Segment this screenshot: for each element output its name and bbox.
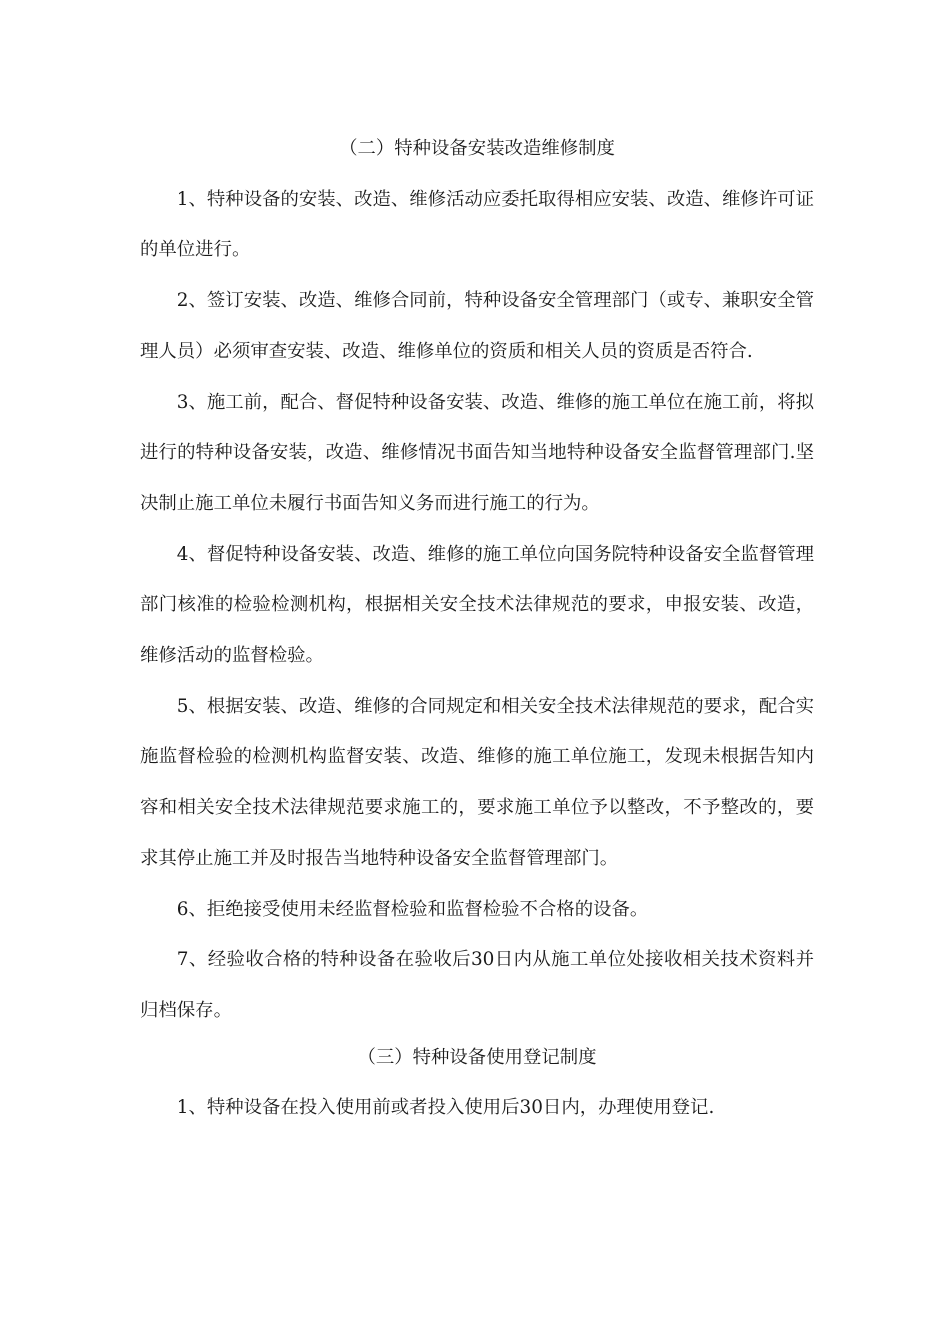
section-heading: （二）特种设备安装改造维修制度 — [339, 138, 615, 159]
paragraph: 6、拒绝接受使用未经监督检验和监督检验不合格的设备。 — [176, 898, 649, 920]
paragraph: 2、签订安装、改造、维修合同前，特种设备安全管理部门（或专、兼职安全管理人员）必须审查安装、改造、维修单位的资质和相关人员的资质是否符合. — [140, 290, 814, 362]
paragraph: 7、经验收合格的特种设备在验收后30日内从施工单位处接收相关技术资料并归档保存。 — [140, 949, 814, 1021]
paragraph: 1、特种设备在投入使用前或者投入使用后30日内，办理使用登记. — [176, 1097, 715, 1119]
document-body — [140, 124, 814, 1134]
section-heading: （三）特种设备使用登记制度 — [357, 1046, 597, 1068]
paragraph: 1、特种设备的安装、改造、维修活动应委托取得相应安装、改造、维修许可证的单位进行。 — [140, 188, 814, 261]
paragraph: 4、督促特种设备安装、改造、维修的施工单位向国务院特种设备安全监督管理部门核准的检验检测机构，根据相关安全技术法律规范的要求，申报安装、改造，维修活动的监督检验。 — [140, 543, 814, 667]
paragraph: 5、根据安装、改造、维修的合同规定和相关安全技术法律规范的要求，配合实施监督检验的检测机构监督安装、改造、维修的施工单位施工，发现未根据告知内容和相关安全技术法律规范要求施工的，要求施工单位予以整改，不予整改的，要求其停止施工并及时报告当地特种设备安全监督管理部门。 — [140, 695, 814, 869]
paragraph: 3、施工前，配合、督促特种设备安装、改造、维修的施工单位在施工前，将拟进行的特种设备安装，改造、维修情况书面告知当地特种设备安全监督管理部门.坚决制止施工单位未履行书面告知义务而进行施工的行为。 — [140, 391, 814, 514]
